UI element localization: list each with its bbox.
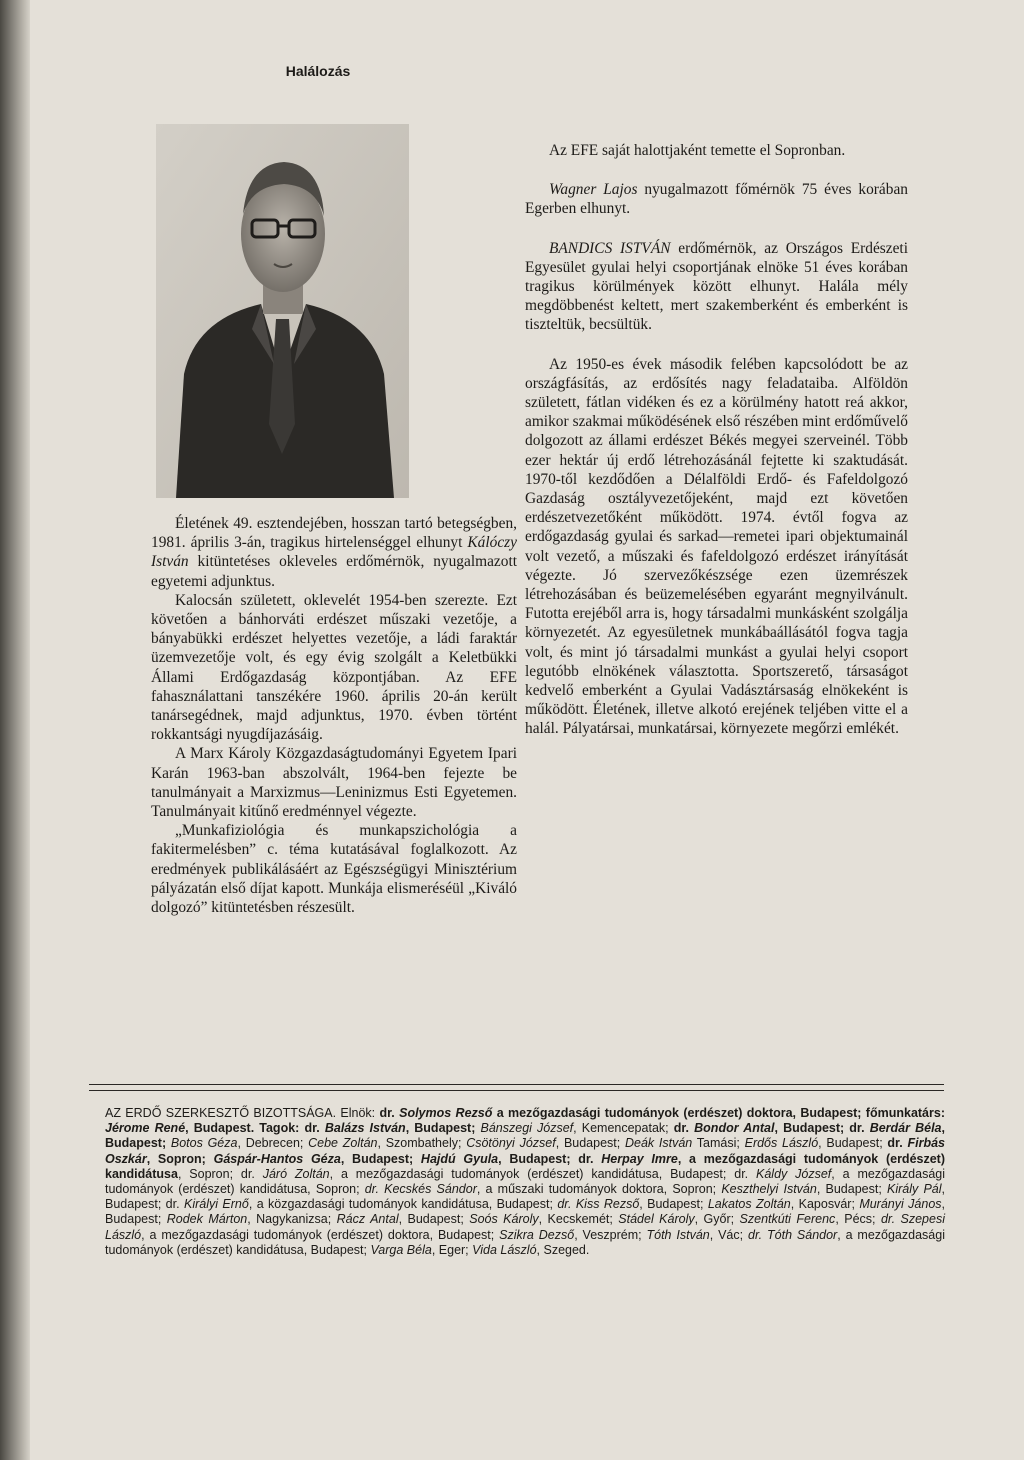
deceased-name: BANDICS ISTVÁN xyxy=(549,239,671,257)
footer-run: Herpay Imre xyxy=(601,1151,678,1166)
footer-run: Király Pál xyxy=(887,1182,942,1197)
footer-run: , a mezőgazdasági tudományok (erdészet) kandidátusa, Budapest; xyxy=(105,1227,945,1257)
footer-run: dr. Kecskés Sándor xyxy=(364,1182,477,1197)
footer-run: , Budapest; xyxy=(639,1197,708,1212)
footer-run: , Vác; xyxy=(709,1227,748,1242)
journal-page xyxy=(30,0,1024,1460)
footer-run: Cebe Zoltán xyxy=(308,1136,378,1151)
footer-run: Botos Géza xyxy=(170,1136,238,1151)
footer-run: Stádel Károly xyxy=(618,1212,695,1227)
footer-run: AZ ERDŐ SZERKESZTŐ BIZOTTSÁGA. Elnök: xyxy=(105,1106,380,1120)
footer-run: , Budapest; xyxy=(774,1121,850,1136)
footer-run: Solymos Rezső xyxy=(399,1106,493,1120)
footer-run: , Kecskemét; xyxy=(538,1212,619,1227)
footer-run: , Nagykanizsa; xyxy=(247,1212,337,1227)
footer-run: dr. xyxy=(673,1121,695,1136)
footer-run: , a mezőgazdasági tudományok (erdészet) doktora, Budapest; xyxy=(141,1227,500,1242)
footer-run: , a mezőgazdasági tudományok (erdészet) kandidátusa xyxy=(105,1151,945,1181)
right-paragraph: BANDICS ISTVÁN erdőmérnök, az Országos Erdészeti Egyesület gyulai helyi csoportjának elnöke 51 éves korában tragikus körülmények között elhunyt. Halála mély megdöbbenést keltett, mert szakemberként és emberként is tiszteltük, becsültük. xyxy=(525,239,908,334)
footer-run: Balázs István xyxy=(324,1121,406,1136)
left-paragraph: A Marx Károly Közgazdaságtudományi Egyetem Ipari Karán 1963-ban abszolvált, 1964-ben fejezte be tanulmányait a Marxizmus—Leninizmus Esti Egyetemen. Tanulmányait kitűnő eredménnyel végezte. xyxy=(151,745,517,821)
footer-run: , Győr; xyxy=(694,1212,740,1227)
footer-run: , Szeged. xyxy=(536,1242,590,1257)
footer-run: , Budapest; xyxy=(340,1151,421,1166)
portrait-photo xyxy=(156,124,409,498)
footer-run: Rodek Márton xyxy=(166,1212,248,1227)
footer-run: , Budapest; dr. xyxy=(105,1182,945,1212)
right-paragraph: Az EFE saját halottjaként temette el Sopronban. xyxy=(549,142,846,159)
footer-run: , Kemencepatak; xyxy=(573,1121,674,1136)
footer-run: , Budapest; xyxy=(105,1197,946,1227)
footer-run: , Budapest; xyxy=(555,1136,625,1151)
footer-run: dr. Szepesi László xyxy=(105,1212,945,1242)
deceased-name: Kálóczy István xyxy=(151,534,517,571)
footer-run: , Budapest; xyxy=(398,1212,470,1227)
footer-run: Jérome René xyxy=(105,1121,186,1136)
footer-run: Tóth István xyxy=(646,1227,710,1242)
left-paragraph: „Munkafiziológia és munkapszichológia a fakitermelésben” c. téma kutatásával foglalkozott. Az eredmények publikálásáért az Egészségügyi Minisztérium pályázatán első díjat kapott. Munkája elismeréséül „Kiváló dolgozó” kitüntetésben részesült. xyxy=(151,822,517,917)
footer-run: , a mezőgazdasági tudományok (erdészet) kandidátusa, Budapest; dr. xyxy=(329,1166,757,1181)
footer-run: dr. xyxy=(304,1121,325,1136)
footer-run: , Eger; xyxy=(431,1242,473,1257)
footer-run: Tamási; xyxy=(692,1136,745,1151)
footer-run: Gáspár-Hantos Géza xyxy=(213,1151,341,1166)
right-paragraph: Az 1950-es évek második felében kapcsolódott be az országfásítás, az erdősítés nagy feladataiba. Alföldön született, fátlan vidéken és ez a körülmény hatott reá akkor, amikor szakmai működésének első részében mint erdőművelő dolgozott az állami erdészet Békés megyei szerveinél. Több ezer hektár új erdő létrehozásánál fejtette ki szaktudását. 1970-től kezdődően a Délalföldi Erdő- és Fafeldolgozó Gazdaság osztályvezetőjeként, majd ezt követően erdészetvezetőként működött. 1974. évtől fogva az erdőgazdaság gyulai és sarkad—remetei ipari objektumainál volt vezető, a műszaki és fafeldolgozó erdészet irányítását végezte. Jó szervezőkészsége ezen üzemrészek létrehozásában és beüzemelésében egyaránt megnyilvánult. Futotta erejéből arra is, hogy társadalmi munkásként szolgálja környezetét. Az egyesületnek munkábaállásától fogva tagja volt, és mint jó társadalmi munkást a gyulai helyi csoport legutóbb elnökének választotta. Sportszerető, társaságot kedvelő emberként a Gyulai Vadásztársaság elnökeként is működött. Életének, illetve alkotó erejének teljében vitte el a halál. Pályatársai, munkatársai, környezete megőrzi emlékét. xyxy=(525,355,908,738)
footer-run: Káldy József xyxy=(756,1166,832,1181)
footer-run: , Pécs; xyxy=(835,1212,881,1227)
deceased-name: Wagner Lajos xyxy=(549,181,638,199)
footer-run: , Budapest; xyxy=(405,1121,481,1136)
footer-run: Keszthelyi István xyxy=(721,1182,817,1197)
footer-run: Bánszegi József xyxy=(480,1121,574,1136)
footer-run: , a műszaki tudományok doktora, Sopron; xyxy=(476,1182,722,1197)
book-spine-shadow xyxy=(0,0,30,1460)
footer-run: Járó Zoltán xyxy=(262,1166,330,1181)
footer-run: dr. xyxy=(887,1136,908,1151)
left-column xyxy=(151,514,517,917)
footer-run: , Budapest; xyxy=(498,1151,579,1166)
portrait-illustration xyxy=(156,124,409,498)
footer-run: , Kaposvár; xyxy=(790,1197,860,1212)
right-paragraph: Wagner Lajos nyugalmazott főmérnök 75 éves korában Egerben elhunyt. xyxy=(525,181,908,218)
footer-run: , Debrecen; xyxy=(237,1136,309,1151)
footer-run: Lakatos Zoltán xyxy=(707,1197,791,1212)
right-column xyxy=(525,60,908,739)
left-paragraph: Életének 49. esztendejében, hosszan tartó betegségben, 1981. április 3-án, tragikus hirtelenséggel elhunyt Kálóczy István kitüntetéses okleveles erdőmérnök, nyugalmazott egyetemi adjunktus. xyxy=(151,515,517,590)
footer-run: , Sopron; xyxy=(146,1151,214,1166)
footer-run: Soós Károly xyxy=(469,1212,539,1227)
editorial-board-footer xyxy=(105,1106,945,1258)
footer-run: , Budapest; xyxy=(818,1136,888,1151)
footer-run: Szentkúti Ferenc xyxy=(739,1212,836,1227)
footer-run: , Budapest; xyxy=(816,1182,887,1197)
footer-rule-bottom xyxy=(89,1090,944,1091)
footer-run: , Budapest. Tagok: xyxy=(185,1121,305,1136)
section-heading: Halálozás xyxy=(285,63,351,79)
footer-run: dr. xyxy=(849,1121,870,1136)
footer-run: a mezőgazdasági tudományok (erdészet) doktora, Budapest; főmunkatárs: xyxy=(492,1106,945,1120)
footer-run: , Veszprém; xyxy=(574,1227,647,1242)
footer-run: Deák István xyxy=(624,1136,693,1151)
footer-run: Erdős László xyxy=(744,1136,819,1151)
footer-run: dr. Tóth Sándor xyxy=(748,1227,838,1242)
footer-run: Csötönyi József xyxy=(466,1136,556,1151)
footer-run: dr. xyxy=(379,1106,400,1120)
footer-rule-top xyxy=(89,1084,944,1085)
footer-run: Murányi János xyxy=(859,1197,942,1212)
left-paragraph: Kalocsán született, oklevelét 1954-ben szerezte. Ezt követően a bánhorváti erdészet műszaki vezetője, a bányabükki erdészet helyettes vezetője, a ládi faraktár üzemvezetője volt, és egy évig szolgált a Keletbükki Állami Erdőgazdaság központjában. Az EFE fahasználattani tanszékére 1960. április 20-án került tanársegédnek, majd adjunktus, 1970. évben történt rokkantsági nyugdíjazásáig. xyxy=(151,591,517,744)
footer-run: Hajdú Gyula xyxy=(420,1151,499,1166)
footer-run: dr. xyxy=(578,1151,602,1166)
footer-run: , a mezőgazdasági tudományok (erdészet) kandidátusa, Sopron; xyxy=(105,1166,945,1197)
footer-run: , a közgazdasági tudományok kandidátusa, Budapest; xyxy=(248,1197,558,1212)
footer-run: dr. Kiss Rezső xyxy=(557,1197,640,1212)
footer-run: Berdár Béla xyxy=(869,1121,942,1136)
footer-run: , Budapest; xyxy=(105,1121,945,1151)
footer-run: Varga Béla xyxy=(370,1242,432,1257)
footer-run: , Sopron; dr. xyxy=(177,1166,263,1181)
footer-run: Firbás Oszkár xyxy=(105,1136,945,1166)
footer-run: Királyi Ernő xyxy=(183,1197,249,1212)
footer-run: Bondor Antal xyxy=(694,1121,775,1136)
footer-run: Vida László xyxy=(472,1242,537,1257)
footer-run: Szikra Dezső xyxy=(499,1227,575,1242)
footer-run: Rácz Antal xyxy=(336,1212,399,1227)
footer-run: , Szombathely; xyxy=(377,1136,467,1151)
